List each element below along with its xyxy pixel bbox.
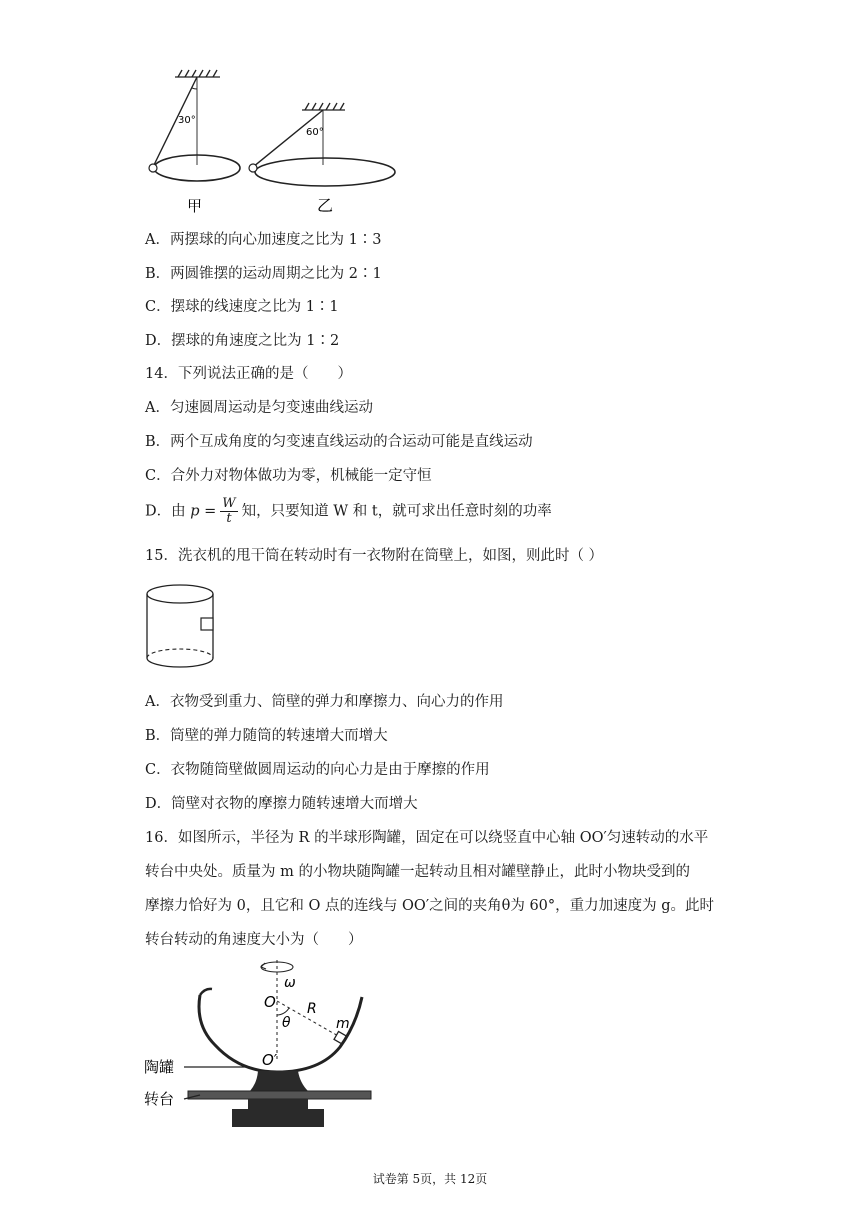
angle-label-yi: 60°: [306, 127, 324, 138]
label-yi: 乙: [317, 196, 334, 215]
angle-label-jia: 30°: [178, 115, 196, 126]
turntable-base: [232, 1109, 324, 1127]
radius-label: R: [307, 1001, 317, 1017]
q15-option-b: B．筒壁的弹力随筒的转速增大而增大: [145, 728, 388, 744]
point-o-label: O: [264, 993, 276, 1011]
turntable-hub: [248, 1099, 308, 1109]
q13-option-a: A．两摆球的向心加速度之比为 1∶3: [145, 232, 382, 248]
q16-line-2: 转台中央处。质量为 m 的小物块随陶罐一起转动且相对罐壁静止，此时小物块受到的: [145, 864, 690, 880]
q15-option-d: D．筒壁对衣物的摩擦力随转速增大而增大: [145, 796, 418, 812]
q16-line-1: 16．如图所示，半径为 R 的半球形陶罐，固定在可以绕竖直中心轴 OO′匀速转动的水平: [145, 830, 709, 846]
clothing-item: [201, 618, 213, 630]
q14-option-b: B．两个互成角度的匀变速直线运动的合运动可能是直线运动: [145, 434, 533, 450]
bowl-label: 陶罐: [144, 1058, 175, 1076]
page-footer: 试卷第 5页，共 12页: [372, 1172, 488, 1186]
q14-formula-fraction: [220, 497, 237, 526]
bob-yi: [249, 164, 257, 172]
q15-option-a: A．衣物受到重力、筒壁的弹力和摩擦力、向心力的作用: [145, 694, 504, 710]
omega-label: ω: [284, 975, 296, 991]
turntable-label: 转台: [144, 1090, 175, 1108]
theta-arc: [277, 1008, 289, 1015]
q14-formula-denominator: t: [226, 511, 232, 526]
q14-option-d-prefix: D．由: [145, 503, 186, 520]
q15-option-c: C．衣物随筒壁做圆周运动的向心力是由于摩擦的作用: [145, 762, 490, 778]
bob-jia: [149, 164, 157, 172]
bowl-rim-left: [200, 989, 212, 995]
bowl-base: [250, 1071, 308, 1091]
label-jia: 甲: [187, 197, 203, 215]
theta-label: θ: [282, 1015, 291, 1031]
drum-top: [147, 585, 213, 603]
q16-line-3: 摩擦力恰好为 0，且它和 O 点的连线与 OO′之间的夹角θ为 60°，重力加速度为 g。此时: [145, 898, 715, 914]
q13-option-c: C．摆球的线速度之比为 1∶1: [145, 299, 339, 315]
q14-option-d: [145, 497, 552, 526]
drum-bottom-front: [147, 658, 213, 667]
ceiling-jia: [175, 70, 220, 77]
point-o-prime-label: O′: [262, 1051, 278, 1069]
mass-label: m: [336, 1016, 350, 1032]
ceiling-yi: [302, 103, 345, 110]
drum-bottom-back: [147, 649, 213, 658]
pendulum-figure: [140, 65, 410, 215]
bowl-turntable-figure: [140, 955, 390, 1140]
q14-option-c: C．合外力对物体做功为零，机械能一定守恒: [145, 468, 432, 484]
q14-option-d-suffix: 知，只要知道 W 和 t，就可求出任意时刻的功率: [241, 503, 552, 520]
dryer-drum-figure: [140, 580, 230, 672]
q14-formula-lhs: p =: [190, 503, 217, 520]
q14-formula-numerator: W: [222, 496, 236, 511]
q15-stem: 15．洗衣机的甩干筒在转动时有一衣物附在筒壁上，如图，则此时（ ）: [145, 548, 604, 564]
q13-option-d: D．摆球的角速度之比为 1∶2: [145, 333, 340, 349]
q16-line-4: 转台转动的角速度大小为（ ）: [145, 932, 363, 948]
angle-arc-jia: [192, 88, 197, 89]
orbit-yi: [255, 158, 395, 186]
q14-stem: 14．下列说法正确的是（ ）: [145, 366, 352, 382]
turntable-plate: [188, 1091, 371, 1099]
q13-option-b: B．两圆锥摆的运动周期之比为 2∶1: [145, 266, 382, 282]
q14-option-a: A．匀速圆周运动是匀变速曲线运动: [145, 400, 373, 416]
